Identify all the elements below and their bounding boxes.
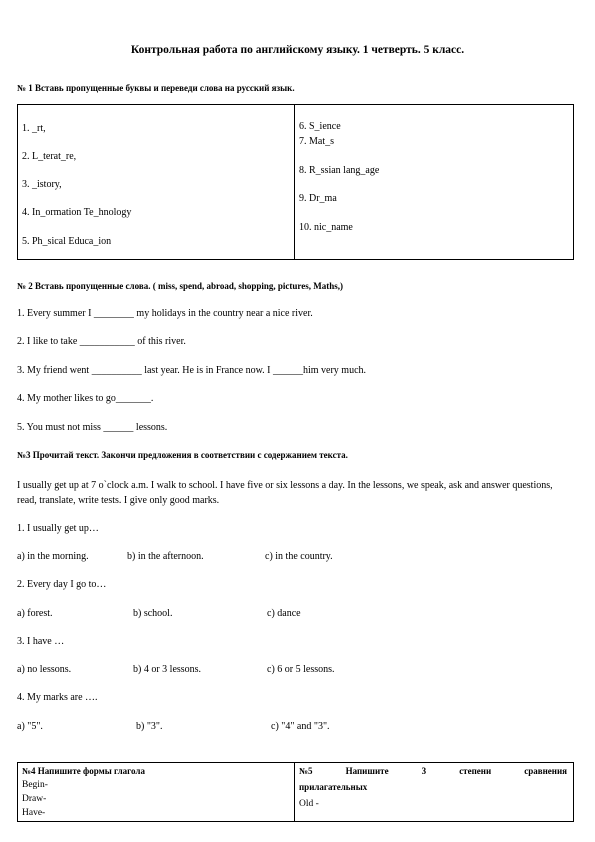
- task5-heading-word: Напишите: [345, 766, 389, 776]
- task3-question: 4. My marks are ….: [17, 692, 98, 703]
- task2-sentence: 1. Every summer I ________ my holidays in the country near a nice river.: [17, 308, 313, 319]
- task3-question: 3. I have …: [17, 636, 65, 647]
- task3-text: I usually get up at 7 o`clock a.m. I walk to school. I have five or six lessons a day. In the lessons, we speak, ask and answer questions, read, translate, write tests. I give only good marks.: [17, 480, 553, 506]
- task2-sentence: 3. My friend went __________ last year. He is in France now. I ______him very much.: [17, 365, 367, 376]
- task4-verb: Draw-: [22, 794, 47, 804]
- task5-heading-word: сравнения: [524, 766, 567, 776]
- task1-heading: № 1 Вставь пропущенные буквы и переведи слова на русский язык.: [17, 83, 295, 93]
- task3-heading: №3 Прочитай текст. Закончи предложения в соответствии с содержанием текста.: [17, 450, 348, 460]
- task2-sentence: 5. You must not miss ______ lessons.: [17, 422, 168, 433]
- task5-adjective: Old -: [299, 799, 319, 809]
- answer-option: c) "4" and "3".: [271, 721, 330, 732]
- task5-heading: [299, 766, 567, 776]
- task1-word: 5. Ph_sical Educa_ion: [22, 236, 112, 247]
- answer-option: a) "5".: [17, 721, 43, 732]
- answer-option: c) dance: [267, 608, 301, 619]
- task1-word: 2. L_terat_re,: [22, 151, 77, 162]
- task1-word: 8. R_ssian lang_age: [299, 165, 380, 176]
- page-title: Контрольная работа по английскому языку. 1 четверть. 5 класс.: [130, 44, 465, 56]
- task5-heading-word: 3: [421, 766, 427, 776]
- answer-option: a) forest.: [17, 608, 53, 619]
- answer-option: c) 6 or 5 lessons.: [267, 664, 335, 675]
- task3-question: 2. Every day I go to…: [17, 579, 107, 590]
- task3-question: 1. I usually get up…: [17, 523, 99, 534]
- answer-option: b) 4 or 3 lessons.: [133, 664, 202, 675]
- task4-verb: Begin-: [22, 780, 48, 790]
- task1-word: 7. Mat_s: [299, 136, 334, 147]
- task2-sentence: 4. My mother likes to go_______.: [17, 393, 154, 404]
- task2-heading: № 2 Вставь пропущенные слова. ( miss, spend, abroad, shopping, pictures, Maths,): [17, 281, 343, 291]
- answer-option: b) "3".: [136, 721, 163, 732]
- task1-word: 4. In_ormation Te_hnology: [22, 207, 132, 218]
- task5-heading-word: №5: [299, 766, 313, 776]
- task4-heading: №4 Напишите формы глагола: [22, 766, 145, 776]
- answer-option: a) no lessons.: [17, 664, 72, 675]
- table-divider: [294, 763, 295, 821]
- table-divider: [294, 105, 295, 259]
- task1-word: 3. _istory,: [22, 179, 62, 190]
- task1-word: 1. _rt,: [22, 123, 46, 134]
- answer-option: b) school.: [133, 608, 173, 619]
- task1-word: 6. S_ience: [299, 121, 341, 132]
- task1-word: 10. nic_name: [299, 222, 353, 233]
- answer-option: c) in the country.: [265, 551, 333, 562]
- task1-word: 9. Dr_ma: [299, 193, 337, 204]
- task4-verb: Have-: [22, 808, 46, 818]
- answer-option: b) in the afternoon.: [127, 551, 204, 562]
- task2-sentence: 2. I like to take ___________ of this river.: [17, 336, 186, 347]
- task5-heading-word: степени: [459, 766, 492, 776]
- answer-option: a) in the morning.: [17, 551, 89, 562]
- task5-heading-line2: прилагательных: [299, 782, 368, 792]
